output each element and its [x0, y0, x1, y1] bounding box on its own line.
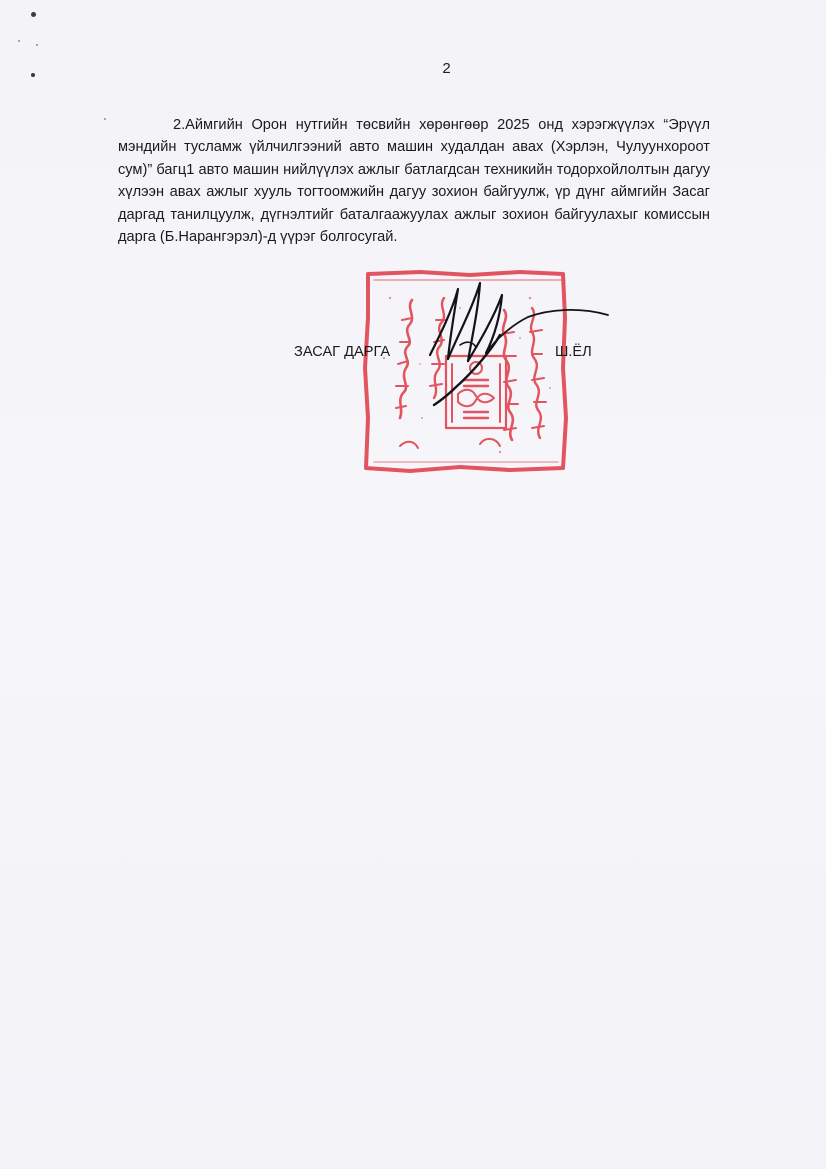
handwritten-signature: [400, 275, 615, 410]
resolution-paragraph: 2.Аймгийн Орон нутгийн төсвийн хөрөнгөөр 2025 онд хэрэгжүүлэх “Эрүүл мэндийн тусламж үйлчилгээний авто машин худалдан авах (Хэрлэн, Чулуунхороот сум)” багц1 авто машин нийлүүлэх ажлыг батлагдсан техникийн тодорхойлолтын дагуу хүлээн авах ажлыг хууль тогтоомжийн дагуу зохион байгуулж, үр дүнг аймгийн Засаг даргад танилцуулж, дүгнэлтийг баталгаажуулах ажлыг зохион байгуулахыг комиссын дарга (Б.Нарангэрэл)-д үүрэг болгосугай.: [118, 117, 710, 246]
signatory-name: Ш.ЁЛ: [555, 344, 592, 360]
page-number: 2: [442, 60, 451, 77]
punch-hole-mark: [31, 12, 36, 17]
scan-speck: [36, 44, 38, 46]
scan-speck: [104, 118, 106, 120]
scan-speck: [18, 40, 20, 42]
signatory-title: ЗАСАГ ДАРГА: [294, 344, 391, 360]
